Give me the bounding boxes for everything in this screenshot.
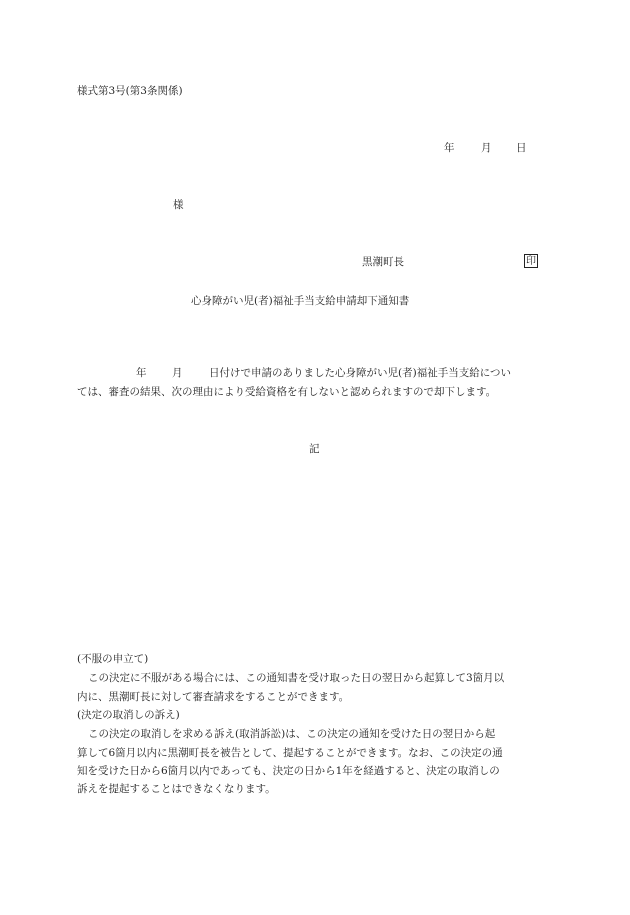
addressee-honorific: 様 [173,199,184,211]
date-day-label: 日 [516,142,527,154]
objection-line1: この決定に不服がある場合には、この通知書を受け取った日の翌日から起算して3箇月以 [88,672,505,684]
lawsuit-line4: 訴えを提起することはできなくなります。 [77,783,276,795]
ki-heading: 記 [309,443,320,455]
objection-line2: 内に、黒潮町長に対して審査請求をすることができます。 [77,691,350,703]
seal-mark: 印 [526,256,536,267]
intro-month-label: 月 [172,367,183,379]
issuer-name: 黒潮町長 [362,256,404,268]
intro-line2: ては、審査の結果、次の理由により受給資格を有しないと認められますので却下します。 [77,386,497,398]
document-title: 心身障がい児(者)福祉手当支給申請却下通知書 [191,295,410,307]
lawsuit-line1: この決定の取消しを求める訴え(取消訴訟)は、この決定の通知を受けた日の翌日から起 [88,728,496,740]
intro-line1: 日付けで申請のありました心身障がい児(者)福祉手当支給につい [209,367,511,379]
date-year-label: 年 [444,142,455,154]
form-number: 様式第3号(第3条関係) [77,85,183,97]
objection-heading: (不服の申立て) [77,653,149,665]
lawsuit-line2: 算して6箇月以内に黒潮町長を被告として、提起することができます。なお、この決定の通 [77,747,503,759]
lawsuit-heading: (決定の取消しの訴え) [77,709,180,721]
date-month-label: 月 [481,142,492,154]
intro-year-label: 年 [136,367,147,379]
lawsuit-line3: 知を受けた日から6箇月以内であっても、決定の日から1年を経過すると、決定の取消しの [77,765,500,777]
